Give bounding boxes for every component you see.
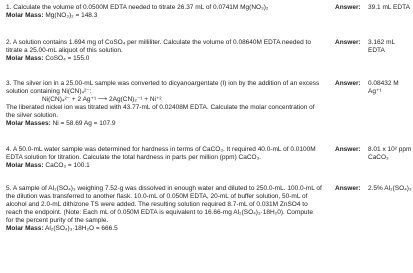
molar-mass-label: Molar Mass: [6,162,44,169]
molar-mass-line [6,12,322,20]
question-3 [6,80,330,128]
molar-mass-label: Molar Masses: [6,120,51,127]
question-body: A solution contains 1.694 mg of CoSO₄ per milliliter. Calculate the volume of 0.08640M EDTA needed to titrate a 25.00-mL aliquot of this solution. [6,39,311,54]
question-2 [6,39,330,63]
answer-4: 8.01 x 10² ppm CaCO₃ [368,146,412,161]
question-body: A sample of Al₂(SO₄)₃ weighing 7.52-g was dissolved in enough water and diluted to 250.0-mL. 100.0-mL of the dilution was transferred to another flask. 10.0-mL of 0.050M EDTA, 20-mL of buffer solution, 50-mL of alcohol and 2.0-mL dithizone TS were added. The resulting solution required 8.7-mL of 0.031M ZnSO4 to reach the endpoint. (Note: Each mL of 0.050M EDTA is equivalent to 16.66-mg Al₂(SO₄)₃·18H₂0). Compute for the percent purity of the sample. [6,185,322,224]
molar-mass-label: Molar Mass: [6,12,44,19]
answer-label: Answer: [335,185,361,192]
reaction-equation: Ni(CN)₄²⁻ + 2 Ag⁺¹ ⟶ 2Ag(CN)₂⁻¹ + Ni⁺² [42,96,162,103]
molar-mass-line [6,120,322,128]
question-5-text [6,185,322,225]
question-number: 4. [6,146,12,153]
molar-mass-value: CaCO₃ = 100.1 [45,162,90,169]
answer-label: Answer: [335,80,361,87]
answer-1: 39.1 mL EDTA [368,4,410,11]
answer-label: Answer: [335,39,361,46]
question-number: 5. [6,185,12,192]
molar-mass-line [6,225,322,233]
answer-3: 0.08432 M Ag⁺¹ [368,80,399,95]
question-1-text [6,4,322,12]
question-4 [6,146,330,170]
molar-mass-label: Molar Mass: [6,55,44,62]
question-5 [6,185,330,233]
question-body: The silver ion in a 25.00-mL sample was converted to dicyanoargentate (I) ion by the addition of an excess solution containing Ni(CN)₄²⁻: [6,80,320,95]
question-number: 1. [6,4,12,11]
question-2-text [6,39,322,55]
molar-mass-value: CoSO₄ = 155.0 [45,55,90,62]
molar-mass-label: Molar Mass: [6,225,44,232]
answer-label: Answer: [335,4,361,11]
molar-mass-value: Mg(NO₃)₂ = 148.3 [45,12,98,19]
question-number: 2. [6,39,12,46]
question-4-text [6,146,322,162]
answer-label: Answer: [335,146,361,153]
question-3-text-continued: The liberated nickel ion was titrated with 43.77-mL of 0.02408M EDTA. Calculate the molar concentration of the silver solution. [6,104,315,119]
answer-2: 3.162 mL EDTA [368,39,395,54]
answer-5: 2.5% Al₂(SO₄)₃ [368,185,412,192]
question-3-text [6,80,322,96]
molar-mass-line [6,55,322,63]
molar-mass-value: Ni = 58.69 Ag = 107.9 [52,120,116,127]
question-1 [6,4,330,20]
question-body: A 50.0-mL water sample was determined for hardness in terms of CaCO₃. It required 40.0-mL of 0.0100M EDTA solution for titration. Calculate the total hardness in parts per million (ppm) CaCO₃. [6,146,316,161]
molar-mass-line [6,162,322,170]
question-body: Calculate the volume of 0.0500M EDTA needed to titrate 26.37 mL of 0.0741M Mg(NO₃)₂ [13,4,269,11]
question-number: 3. [6,80,12,87]
molar-mass-value: Al₂(SO₄)₃·18H₂O = 666.5 [45,225,118,232]
